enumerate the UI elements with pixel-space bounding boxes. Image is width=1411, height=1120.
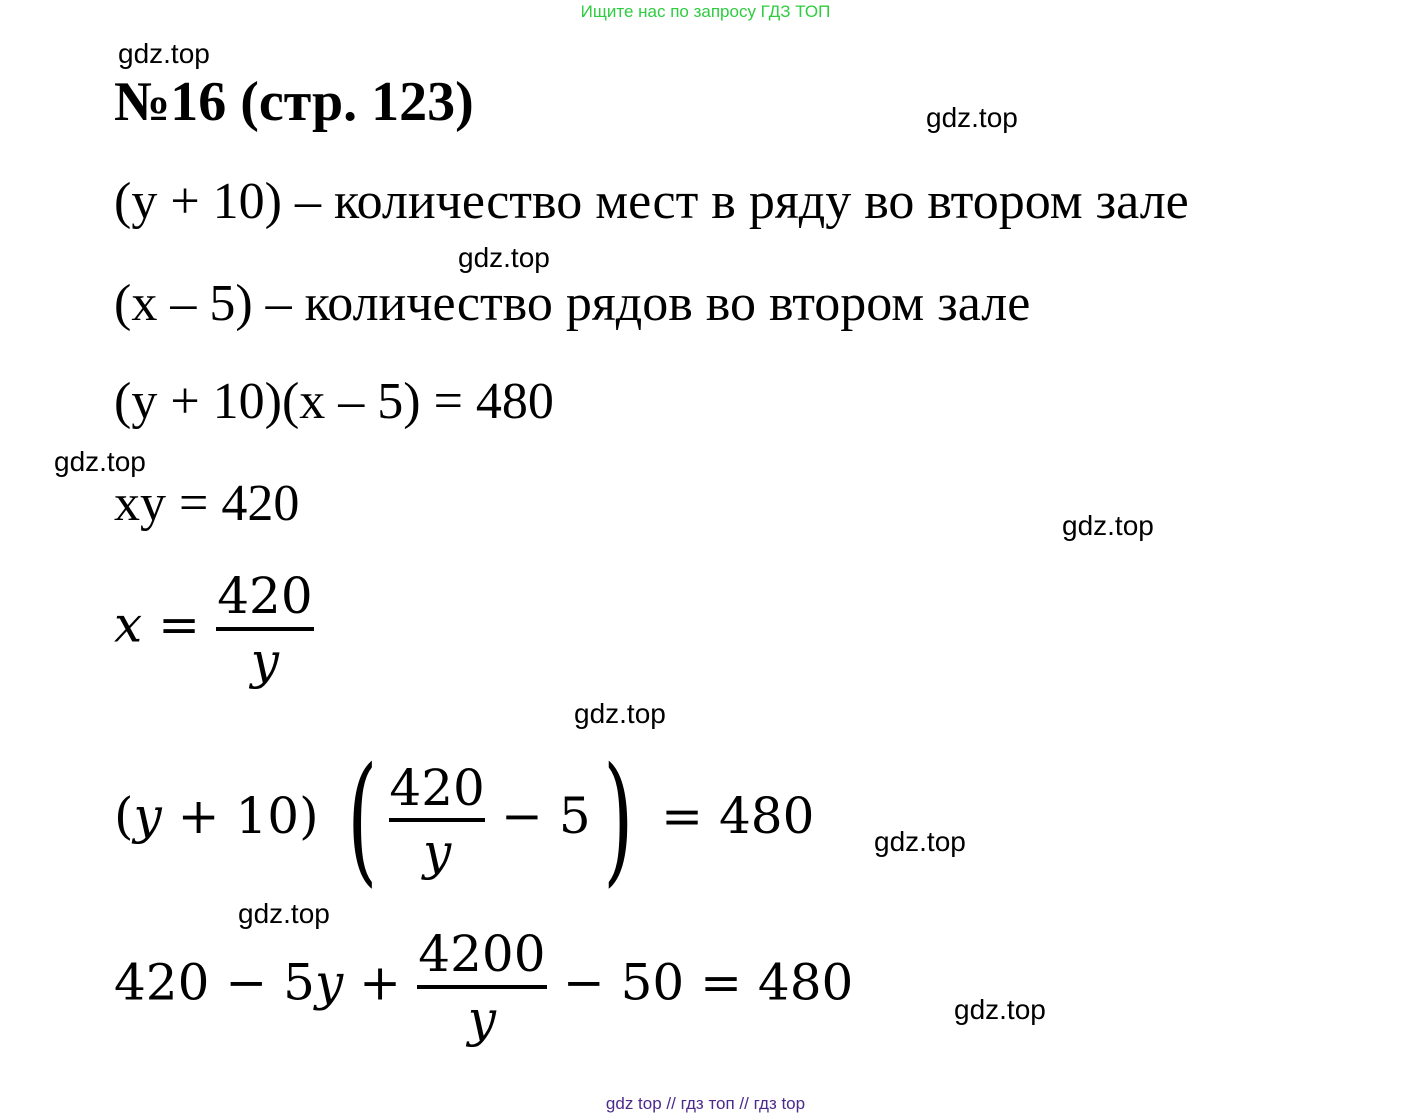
watermark: gdz.top: [954, 994, 1046, 1025]
equation-x: [114, 567, 314, 690]
rest: − 50 = 480: [562, 953, 854, 1012]
watermark: gdz.top: [118, 38, 210, 69]
equation-substituted: [114, 738, 815, 901]
numerator: 420: [217, 567, 313, 625]
var-y: y: [133, 787, 162, 845]
watermark: gdz.top: [926, 102, 1018, 133]
numerator: 420: [389, 758, 485, 817]
left-paren: (: [114, 787, 134, 845]
text-line-2: (x – 5) – количество рядов во втором зале: [114, 275, 1031, 332]
numerator: 4200: [418, 925, 546, 983]
watermark: gdz.top: [238, 898, 330, 929]
text-line-3: (y + 10)(x – 5) = 480: [114, 373, 554, 430]
watermark: gdz.top: [574, 698, 666, 729]
var-y: y: [314, 953, 344, 1012]
equation-expanded: [114, 925, 854, 1048]
rhs: = 480: [661, 787, 815, 845]
big-right-paren: ): [602, 738, 633, 901]
part-one: 420 − 5: [114, 953, 315, 1012]
big-left-paren: (: [346, 738, 377, 901]
equals-sign: =: [158, 595, 201, 654]
problem-title: №16 (стр. 123): [114, 71, 474, 133]
plus-ten: + 10): [177, 787, 319, 845]
watermark: gdz.top: [458, 242, 550, 273]
top-banner[interactable]: Ищите нас по запросу ГДЗ ТОП: [580, 2, 831, 21]
denominator: y: [250, 631, 280, 690]
fraction: [216, 567, 314, 690]
text-line-4: xy = 420: [114, 475, 300, 532]
var-x: x: [114, 595, 143, 654]
fraction-bar: [417, 985, 547, 989]
plus-sign: +: [359, 953, 401, 1012]
fraction-bar: [389, 818, 485, 822]
watermark: gdz.top: [1062, 510, 1154, 541]
minus-five: − 5: [501, 787, 591, 845]
watermark: gdz.top: [54, 446, 146, 477]
watermark: gdz.top: [874, 826, 966, 857]
fraction: [389, 758, 485, 881]
text-line-1: (y + 10) – количество мест в ряду во втором зале: [114, 173, 1189, 230]
footer-links[interactable]: gdz top // гдз топ // гдз top: [605, 1094, 806, 1113]
denominator: y: [423, 823, 452, 881]
denominator: y: [467, 989, 497, 1048]
fraction-bar: [216, 627, 314, 631]
fraction: [417, 925, 547, 1048]
